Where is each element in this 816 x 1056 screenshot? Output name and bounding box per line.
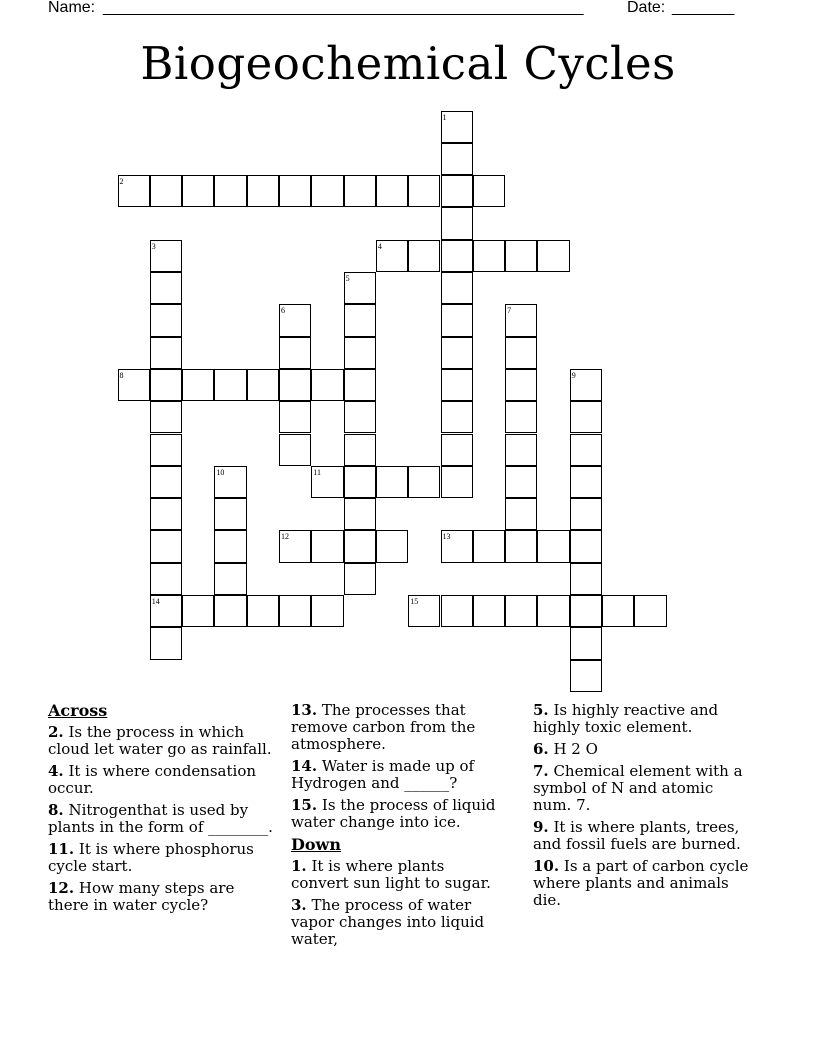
clue-across-12	[48, 880, 278, 914]
clue-down-9	[533, 819, 755, 853]
grid-cell[interactable]	[279, 175, 311, 207]
grid-cell[interactable]	[311, 530, 343, 562]
grid-cell[interactable]	[505, 530, 537, 562]
grid-cell[interactable]	[441, 595, 473, 627]
clue-number-label: 5	[345, 274, 350, 283]
grid-cell[interactable]	[570, 595, 602, 627]
grid-cell[interactable]	[150, 466, 182, 498]
name-label: Name:	[48, 0, 96, 16]
grid-cell[interactable]	[214, 369, 246, 401]
clue-number-label: 9	[571, 370, 576, 380]
clue-number: 2.	[48, 723, 64, 741]
clue-text: It is where plants, trees, and fossil fuels are burned.	[533, 818, 741, 853]
clue-number-label: 2	[119, 177, 124, 187]
grid-cell[interactable]	[602, 595, 634, 627]
grid-cell[interactable]	[344, 530, 376, 562]
grid-cell[interactable]	[570, 530, 602, 562]
clue-number: 14.	[291, 757, 318, 775]
grid-cell[interactable]	[570, 434, 602, 466]
grid-cell[interactable]	[376, 530, 408, 562]
grid-cell[interactable]	[344, 369, 376, 401]
clue-across-4	[48, 763, 278, 797]
grid-cell[interactable]	[408, 175, 440, 207]
grid-cell[interactable]	[505, 498, 537, 530]
grid-cell[interactable]	[537, 530, 569, 562]
grid-cell[interactable]	[537, 240, 569, 272]
clue-number: 15.	[291, 796, 318, 814]
clue-number: 1.	[291, 857, 307, 875]
grid-cell[interactable]	[279, 337, 311, 369]
grid-cell[interactable]	[344, 337, 376, 369]
clue-number: 4.	[48, 762, 64, 780]
grid-cell[interactable]	[570, 498, 602, 530]
grid-cell[interactable]	[344, 401, 376, 433]
grid-cell[interactable]	[344, 175, 376, 207]
grid-cell[interactable]	[344, 304, 376, 336]
clue-number-label: 4	[377, 241, 382, 251]
clue-number: 13.	[291, 701, 318, 719]
clue-column-2	[291, 702, 503, 953]
name-blank[interactable]: ______________________________________________________	[103, 0, 584, 16]
grid-cell[interactable]	[441, 401, 473, 433]
clue-text: Chemical element with a symbol of N and atomic num. 7.	[533, 762, 743, 814]
clue-number-label: 10	[216, 467, 225, 477]
clue-number: 9.	[533, 818, 549, 836]
grid-cell[interactable]	[441, 143, 473, 175]
clue-number-label: 3	[151, 241, 156, 251]
grid-cell[interactable]	[279, 595, 311, 627]
grid-cell[interactable]	[344, 498, 376, 530]
clue-text: The process of water vapor changes into liquid water,	[291, 896, 485, 948]
clue-text: It is where plants convert sun light to sugar.	[291, 857, 491, 892]
clue-across-11	[48, 841, 278, 875]
grid-cell[interactable]	[441, 337, 473, 369]
clue-number-label: 8	[119, 370, 124, 380]
grid-cell[interactable]	[182, 369, 214, 401]
clue-text: Is highly reactive and highly toxic element.	[533, 701, 719, 736]
clue-number-label: 6	[281, 306, 285, 316]
clue-number: 10.	[533, 857, 560, 875]
grid-cell[interactable]	[247, 369, 279, 401]
clue-text: The processes that remove carbon from the atmosphere.	[291, 701, 476, 753]
clue-number: 6.	[533, 740, 549, 758]
clue-text: Is the process in which cloud let water go as rainfall.	[48, 723, 272, 758]
grid-cell[interactable]	[150, 434, 182, 466]
clue-down-10	[533, 858, 755, 909]
grid-cell[interactable]	[279, 401, 311, 433]
grid-cell[interactable]	[441, 272, 473, 304]
grid-cell[interactable]	[570, 627, 602, 659]
grid-cell[interactable]	[505, 434, 537, 466]
grid-cell[interactable]	[214, 498, 246, 530]
clue-across-14	[291, 758, 503, 792]
clue-text: H 2 O	[553, 740, 598, 758]
clue-number-label: 15	[410, 597, 419, 606]
grid-cell[interactable]	[150, 304, 182, 336]
clue-text: It is where condensation occur.	[48, 762, 257, 797]
grid-cell[interactable]	[473, 530, 505, 562]
clue-number-label: 1	[442, 112, 447, 122]
grid-cell[interactable]	[150, 563, 182, 595]
grid-cell[interactable]	[570, 563, 602, 595]
grid-cell[interactable]	[150, 530, 182, 562]
clue-number: 7.	[533, 762, 549, 780]
clue-across-2	[48, 724, 278, 758]
clue-down-5	[533, 702, 755, 736]
grid-cell[interactable]	[311, 175, 343, 207]
clue-number-label: 14	[151, 597, 160, 606]
clue-down-7	[533, 763, 755, 814]
grid-cell[interactable]	[150, 498, 182, 530]
grid-cell[interactable]	[441, 369, 473, 401]
date-label: Date:	[627, 0, 666, 16]
grid-cell[interactable]	[279, 369, 311, 401]
grid-cell[interactable]	[247, 175, 279, 207]
clue-text: Is a part of carbon cycle where plants and animals die.	[533, 857, 749, 909]
grid-cell[interactable]	[408, 466, 440, 498]
grid-cell[interactable]	[279, 434, 311, 466]
clue-text: Is the process of liquid water change into ice.	[291, 796, 496, 831]
grid-cell[interactable]	[570, 466, 602, 498]
clue-text: Water is made up of Hydrogen and ______?	[291, 757, 475, 792]
grid-cell[interactable]	[344, 563, 376, 595]
grid-cell[interactable]	[441, 434, 473, 466]
grid-cell[interactable]	[311, 595, 343, 627]
grid-cell[interactable]	[473, 595, 505, 627]
down-heading: Down	[291, 835, 341, 854]
grid-cell[interactable]	[570, 401, 602, 433]
grid-cell[interactable]	[150, 272, 182, 304]
clue-text: Nitrogenthat is used by plants in the form of ________.	[48, 801, 273, 836]
clue-across-13	[291, 702, 503, 753]
grid-cell[interactable]	[473, 175, 505, 207]
clue-text: It is where phosphorus cycle start.	[48, 840, 254, 875]
grid-cell[interactable]	[505, 240, 537, 272]
clue-across-15	[291, 797, 503, 831]
clue-number: 5.	[533, 701, 549, 719]
clue-number: 3.	[291, 896, 307, 914]
grid-cell[interactable]	[150, 369, 182, 401]
clue-number-label: 12	[281, 532, 289, 542]
grid-cell[interactable]	[182, 595, 214, 627]
grid-cell[interactable]	[376, 175, 408, 207]
grid-cell[interactable]	[505, 337, 537, 369]
grid-cell[interactable]	[473, 240, 505, 272]
clue-column-1	[48, 702, 278, 919]
grid-cell[interactable]	[505, 401, 537, 433]
grid-cell[interactable]	[214, 563, 246, 595]
clue-down-6	[533, 741, 755, 758]
grid-cell[interactable]	[182, 175, 214, 207]
grid-cell[interactable]	[441, 240, 473, 272]
grid-cell[interactable]	[570, 660, 602, 692]
grid-cell[interactable]	[214, 175, 246, 207]
clue-number-label: 13	[442, 532, 451, 542]
grid-cell[interactable]	[505, 369, 537, 401]
grid-cell[interactable]	[441, 304, 473, 336]
clue-list	[0, 700, 816, 1040]
page-title: Biogeochemical Cycles	[140, 37, 676, 90]
grid-cell[interactable]	[214, 530, 246, 562]
grid-cell[interactable]	[344, 434, 376, 466]
clue-across-8	[48, 802, 278, 836]
grid-cell[interactable]	[214, 595, 246, 627]
grid-cell[interactable]	[441, 175, 473, 207]
date-blank[interactable]: _______	[672, 0, 735, 16]
clue-number: 11.	[48, 840, 75, 858]
grid-cell[interactable]	[247, 595, 279, 627]
grid-cell[interactable]	[441, 466, 473, 498]
grid-cell[interactable]	[311, 369, 343, 401]
grid-cell[interactable]	[505, 466, 537, 498]
grid-cell[interactable]	[376, 466, 408, 498]
grid-cell[interactable]	[634, 595, 666, 627]
grid-cell[interactable]	[150, 627, 182, 659]
grid-cell[interactable]	[408, 240, 440, 272]
grid-cell[interactable]	[150, 175, 182, 207]
clue-number-label: 7	[507, 306, 512, 316]
grid-cell[interactable]	[150, 337, 182, 369]
grid-cell[interactable]	[537, 595, 569, 627]
clue-down-1	[291, 858, 503, 892]
clue-number: 12.	[48, 879, 75, 897]
clue-number-label: 11	[313, 467, 321, 477]
clue-down-3	[291, 897, 503, 948]
clue-column-3	[533, 702, 755, 914]
grid-cell[interactable]	[344, 466, 376, 498]
across-heading: Across	[48, 701, 108, 720]
grid-cell[interactable]	[150, 401, 182, 433]
grid-cell[interactable]	[441, 207, 473, 239]
grid-cell[interactable]	[505, 595, 537, 627]
clue-text: How many steps are there in water cycle?	[48, 879, 235, 914]
clue-number: 8.	[48, 801, 64, 819]
